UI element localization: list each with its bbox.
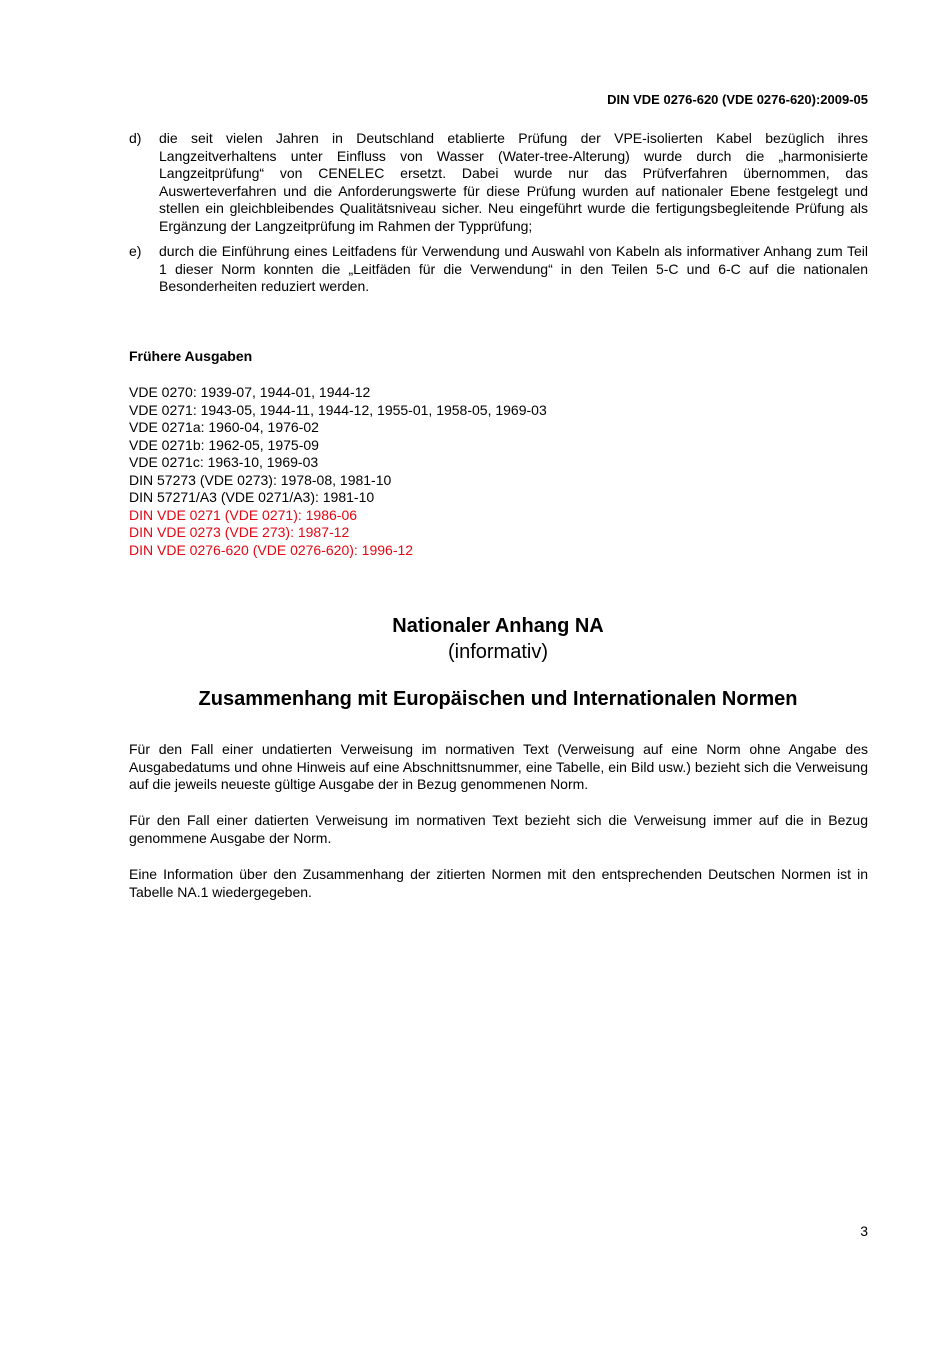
paragraph-table-reference: Eine Information über den Zusammenhang der zitierten Normen mit den entsprechenden Deutschen Normen ist in Tabelle NA.1 wiedergegeben. bbox=[129, 866, 868, 900]
page-number: 3 bbox=[860, 1223, 868, 1239]
annex-subtitle: (informativ) bbox=[447, 641, 548, 663]
change-list bbox=[129, 130, 868, 304]
list-text: durch die Einführung eines Leitfadens für Verwendung und Auswahl von Kabeln als informativer Anhang zum Teil 1 dieser Norm konnten die „Leitfäden für die Verwendung“ in den Teilen 5-C und 6-C auf die nationalen Besonderheiten reduziert werden. bbox=[159, 243, 868, 294]
list-item bbox=[129, 243, 868, 296]
edition-entry-highlighted: DIN VDE 0276-620 (VDE 0276-620): 1996-12 bbox=[129, 541, 414, 558]
annex-title: Nationaler Anhang NA bbox=[392, 615, 604, 637]
section-title: Zusammenhang mit Europäischen und Internationalen Normen bbox=[198, 688, 798, 710]
edition-entry: VDE 0271b: 1962-05, 1975-09 bbox=[129, 436, 319, 453]
edition-entry: VDE 0270: 1939-07, 1944-01, 1944-12 bbox=[129, 384, 371, 400]
paragraph-dated-reference: Für den Fall einer datierten Verweisung im normativen Text bezieht sich die Verweisung immer auf die in Bezug genommene Ausgabe der Norm. bbox=[129, 812, 868, 846]
edition-entry-highlighted: DIN VDE 0273 (VDE 273): 1987-12 bbox=[129, 524, 350, 540]
list-marker: d) bbox=[129, 130, 142, 146]
edition-entry-highlighted: DIN VDE 0271 (VDE 0271): 1986-06 bbox=[129, 506, 358, 523]
list-item bbox=[129, 130, 868, 235]
edition-entry: VDE 0271c: 1963-10, 1969-03 bbox=[129, 454, 319, 470]
previous-editions-list bbox=[129, 384, 547, 559]
list-marker: e) bbox=[129, 243, 142, 259]
edition-entry: VDE 0271a: 1960-04, 1976-02 bbox=[129, 419, 319, 435]
edition-entry: VDE 0271: 1943-05, 1944-11, 1944-12, 1955-01, 1958-05, 1969-03 bbox=[129, 401, 547, 418]
list-text: die seit vielen Jahren in Deutschland etablierte Prüfung der VPE-isolierten Kabel bezüglich ihres Langzeitverhaltens unter Einfluss von Wasser (Water-tree-Alterung) wurde durch die „harmonisierte Langzeitprüfung“ von CENELEC ersetzt. Dabei wurde nur das Prüfverfahren übernommen, das Auswerteverfahren und die Anforderungswerte für diese Prüfung wurden auf nationaler Ebene festgelegt und stellen ein gleichbleibendes Qualitätsniveau sicher. Neu eingeführt wurde die fertigungsbegleitende Prüfung als Ergänzung der Langzeitprüfung im Rahmen der Typprüfung; bbox=[159, 130, 868, 234]
edition-entry: DIN 57273 (VDE 0273): 1978-08, 1981-10 bbox=[129, 471, 392, 488]
document-header: DIN VDE 0276-620 (VDE 0276-620):2009-05 bbox=[607, 92, 868, 107]
paragraph-undated-reference: Für den Fall einer undatierten Verweisung im normativen Text (Verweisung auf eine Norm ohne Angabe des Ausgabedatums und ohne Hinweis auf eine Abschnittsnummer, eine Tabelle, ein Bild usw.) bezieht sich die Verweisung auf die jeweils neueste gültige Ausgabe der in Bezug genommenen Norm. bbox=[129, 741, 868, 792]
edition-entry: DIN 57271/A3 (VDE 0271/A3): 1981-10 bbox=[129, 489, 375, 505]
previous-editions-heading: Frühere Ausgaben bbox=[129, 348, 253, 364]
